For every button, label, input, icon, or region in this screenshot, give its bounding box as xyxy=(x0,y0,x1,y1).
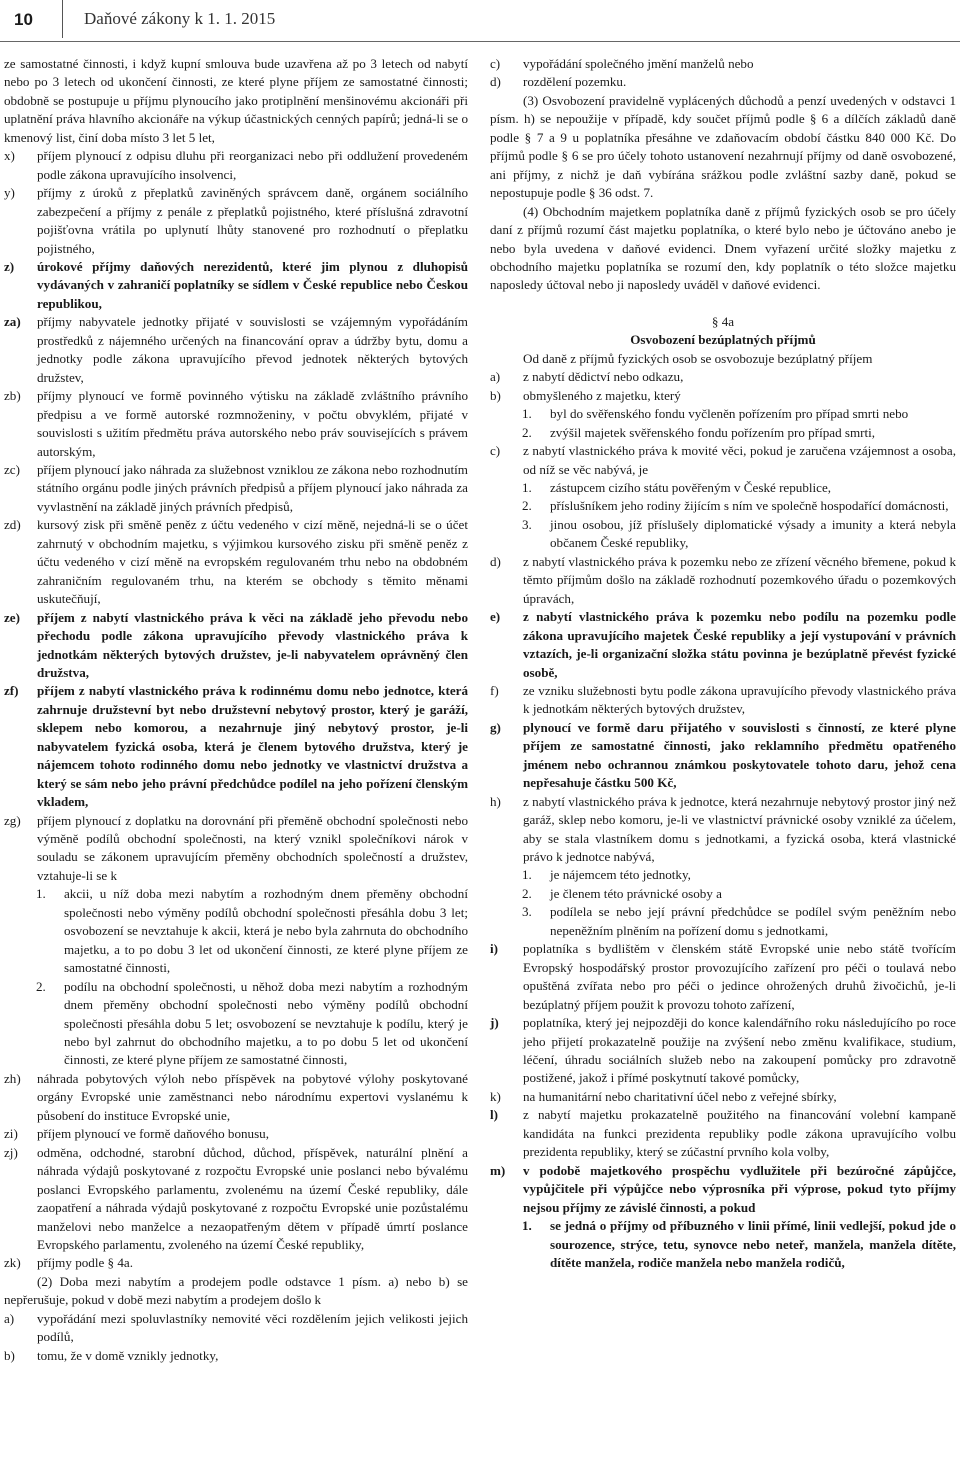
item-text: z nabytí vlastnického práva k pozemku nebo podílu na pozemku podle zákona upravujícího majetek České republiky a její vystupování v právních vztazích, je-li organizační složka státu povinna je bezúplatně převést fyzické osobě, xyxy=(523,609,956,680)
list-item-zg xyxy=(4,812,468,886)
list-item-d2 xyxy=(490,553,956,608)
list-item-d xyxy=(490,73,956,91)
list-item-zb xyxy=(4,387,468,461)
item-text: z nabytí majetku prokazatelně použitého na financování volební kampaně kandidáta na funkci prezidenta republiky podle zákona upravujícího volbu prezidenta republiky, který se zúčastní prvního kola volby, xyxy=(523,1107,956,1160)
item-label: y) xyxy=(4,185,15,201)
header-divider xyxy=(62,0,63,38)
item-text: byl do svěřenského fondu vyčleněn pořízením pro případ smrti nebo xyxy=(550,406,909,422)
item-text: podílela se nebo její právní předchůdce se podílel svým peněžním nebo nepeněžním plněním na pořízení domu s jednotkami, xyxy=(550,904,956,938)
paragraph-2: (2) Doba mezi nabytím a prodejem podle odstavce 1 písm. a) nebo b) se nepřerušuje, pokud v době mezi nabytím a prodejem došlo k xyxy=(4,1273,468,1308)
list-item-2b xyxy=(4,1347,468,1365)
item-text: je členem této právnické osoby a xyxy=(550,885,722,901)
subitem-h-2 xyxy=(490,885,956,903)
item-text: rozdělení pozemku. xyxy=(523,74,627,90)
item-text: odměna, odchodné, starobní důchod, důchod, příspěvek, naturální plnění a náhrada výdajů poskytované z rozpočtu Evropské unie poslanci nebo bývalému poslanci Evropského parlamentu, zvolenému na území České republiky, dále zaopatření a náhrada výdajů poskytované z rozpočtu Evropské unie pozůstalému manželovi nebo manželce a nezaopatřeným dětem v případě úmrtí poslance Evropského parlamentu, zvoleného na území České republiky, xyxy=(37,1144,468,1252)
item-label: z) xyxy=(4,258,15,274)
list-item-zc xyxy=(4,461,468,516)
list-item-zk xyxy=(4,1254,468,1272)
item-label: f) xyxy=(490,682,499,698)
item-text: z nabytí vlastnického práva k pozemku nebo ze zřízení věcného břemene, pokud k těmto příjmům došlo na základě rozhodnutí pozemkového úřadu o pozemkových úpravách, xyxy=(523,553,956,606)
item-text: příjem z nabytí vlastnického práva k rodinnému domu nebo jednotce, která zahrnuje družstevní byt nebo družstevní nebytový prostor, který je garáží, sklepem nebo komorou, a nezahrnuje jiný nebytový prostor, je-li nabyvatelem fyzická osoba, která je členem bytového družstva, který je nájemcem tohoto rodinného domu nebo jednotky ve vlastnictví družstva a který se sám nebo jeho právní předchůdce podílel na jeho pořízení členským vkladem, xyxy=(37,683,468,810)
list-item-x xyxy=(4,147,468,184)
item-text: náhrada pobytových výloh nebo příspěvek na pobytové výlohy poskytované orgány Evropské unie zaměstnanci nebo národnímu expertovi vyslanému k působení do instituce Evropské unie, xyxy=(37,1070,468,1123)
subitem-c-3 xyxy=(490,516,956,553)
item-label: 2. xyxy=(36,978,46,994)
list-item-z xyxy=(4,258,468,313)
page-number: 10 xyxy=(14,10,33,29)
list-item-2a xyxy=(4,1310,468,1347)
subitem-c-1 xyxy=(490,479,956,497)
header-rule xyxy=(0,41,960,42)
item-text: příjem z nabytí vlastnického práva k věci na základě jeho převodu nebo přechodu podle zákona upravujícího převody vlastnického práva k jednotkám některých bytových družstev, je-li nabyvatelem oprávněný člen družstva, xyxy=(37,609,468,680)
list-item-zd xyxy=(4,516,468,608)
list-item-j xyxy=(490,1014,956,1088)
paragraph-4: (4) Obchodním majetkem poplatníka daně z příjmů fyzických osob se pro účely daní z příjmů rozumí část majetku poplatníka, o které bylo nebo je účtováno anebo je nebo byla uvedena v daňové evidenci. Dnem vyřazení určité složky majetku z obchodního majetku poplatníka se rozumí den, kdy poplatník o této složce majetku naposledy účtoval nebo ji naposledy uváděl v daňové evidenci. xyxy=(490,203,956,293)
item-label: 3. xyxy=(522,904,532,920)
item-label: 1. xyxy=(36,886,46,902)
item-label: g) xyxy=(490,719,501,735)
list-item-f xyxy=(490,682,956,719)
item-label: zd) xyxy=(4,517,21,533)
list-item-a xyxy=(490,368,956,386)
section-intro: Od daně z příjmů fyzických osob se osvobozuje bezúplatný příjem xyxy=(523,350,873,366)
item-text: v podobě majetkového prospěchu vydlužitele při bezúročné zápůjčce, vypůjčitele při výpůjčce nebo výprosníka při výprose, pokud tyto příjmy nejsou příjmy ze závislé činnosti, a pokud xyxy=(523,1162,956,1215)
list-item-za xyxy=(4,313,468,387)
list-item-e xyxy=(490,608,956,682)
item-label: d) xyxy=(490,74,501,90)
section-title: Osvobození bezúplatných příjmů xyxy=(630,332,816,348)
item-label: zk) xyxy=(4,1255,21,1271)
item-label: l) xyxy=(490,1107,498,1123)
right-column xyxy=(490,55,956,1272)
list-item-zj xyxy=(4,1144,468,1255)
item-label: zb) xyxy=(4,388,21,404)
item-text: příjem plynoucí jako náhrada za služebnost vzniklou ze zákona nebo rozhodnutím státního orgánu podle jiných právních předpisů a příjem plynoucí jako náhrada za vyvlastnění na základě jiných právních předpisů, xyxy=(37,461,468,514)
item-text: ze vzniku služebnosti bytu podle zákona upravujícího převody vlastnického práva k jednotkám některých bytových družstev, xyxy=(523,682,956,717)
paragraph-continuation: ze samostatné činnosti, i když kupní smlouva bude uzavřena až po 3 letech od nabytí nebo po 3 letech od ukončení činnosti, ze které plyne příjem ze samostatné činnosti; obdobně se postupuje u příjmu plynoucího jako protiplnění menšinovému akcionáři při uplatnění práva hlavního akcionáře na výkup účastnických cenných papírů; jedná-li se o kmenový list, činí doba místo 3 let 5 let, xyxy=(4,56,468,145)
item-label: a) xyxy=(4,1310,15,1326)
list-item-zi xyxy=(4,1125,468,1143)
subitem-m-1 xyxy=(490,1217,956,1272)
item-label: zc) xyxy=(4,461,20,477)
paragraph-3: (3) Osvobození pravidelně vyplácených důchodů a penzí uvedených v odstavci 1 písm. h) se nepoužije v případě, kdy součet příjmů podle § 6 a dílčích základů daně podle § 7 a 9 u poplatníka přesáhne ve zdaňovacím období částku 840 000 Kč. Do příjmů podle § 6 se pro účely tohoto ustanovení nezahrnují příjmy od daně osvobozené, ani příjmy, z nichž je daň vybírána srážkou podle zvláštní sazby daně, pokud se nepostupuje podle § 36 odst. 7. xyxy=(490,92,956,201)
item-text: z nabytí vlastnického práva k jednotce, která nezahrnuje nebytový prostor jiný než garáž, sklep nebo komoru, je-li ve vlastnictví právnické osoby vzniklé za účelem, aby se stala vlastníkem domu s jednotkami, a fyzická osoba, která vlastnické právo k jednotce nabývá, xyxy=(523,793,956,865)
list-item-zh xyxy=(4,1070,468,1125)
item-label: c) xyxy=(490,443,501,459)
item-label: 1. xyxy=(522,479,532,495)
item-text: tomu, že v domě vznikly jednotky, xyxy=(37,1347,219,1363)
item-label: zj) xyxy=(4,1144,18,1160)
list-item-h xyxy=(490,793,956,867)
list-item-c xyxy=(490,55,956,73)
item-text: plynoucí ve formě daru přijatého v souvislosti s činností, ze které plyne příjem ze samostatné činnosti, jako reklamního předmětu opatřeného jménem nebo ochrannou známkou poskytovatele tohoto daru, jehož cena nepřesahuje částku 500 Kč, xyxy=(523,719,956,791)
item-text: příjem plynoucí z odpisu dluhu při reorganizaci nebo při oddlužení provedeném podle zákona upravujícího insolvenci, xyxy=(37,148,468,182)
item-text: z nabytí dědictví nebo odkazu, xyxy=(523,369,684,385)
subitem-zg-1 xyxy=(4,885,468,977)
item-text: poplatníka s bydlištěm v členském státě Evropské unie nebo státě tvořícím Evropský hospodářský prostor provozujícího zařízení pro péči o toulavá nebo opuštěná zvířata nebo pro péči o jedince ohrožených druhů živočichů, je-li bezúplatný příjem použit k provozu tohoto zařízení, xyxy=(523,941,956,1012)
item-label: zf) xyxy=(4,683,19,699)
item-label: 2. xyxy=(522,885,532,901)
item-label: e) xyxy=(490,609,501,625)
list-item-c2 xyxy=(490,442,956,479)
item-label: 3. xyxy=(522,516,532,532)
list-item-i xyxy=(490,940,956,1014)
item-text: příjmy z úroků z přeplatků zaviněných správcem daně, orgánem sociálního zabezpečení a příjmy z penále z přeplatků pojistného, které příslušná zdravotní pojišťovna vrátila po uplynutí lhůty stanovené pro rozhodnutí o přeplatku pojistného, xyxy=(37,185,468,256)
list-item-zf xyxy=(4,682,468,811)
subitem-b-1 xyxy=(490,405,956,423)
item-text: zástupcem cizího státu pověřeným v České republice, xyxy=(550,479,832,495)
subitem-h-3 xyxy=(490,903,956,940)
item-text: jinou osobou, jíž příslušely diplomatické výsady a imunity a která nebyla občanem České republiky, xyxy=(550,516,956,551)
item-text: příjmy podle § 4a. xyxy=(37,1255,134,1271)
item-text: příjem plynoucí z doplatku na dorovnání při přeměně obchodní společnosti nebo výměně podílů obchodní společnosti, na který vznikl společníkovi nárok v souladu se zákonem upravujícím přeměny obchodních společností a družstev, vztahuje-li se k xyxy=(37,812,468,883)
page-header xyxy=(0,0,960,46)
item-text: poplatníka, který jej nejpozději do konce kalendářního roku následujícího po roce jeho přijetí prokazatelně použije na zvýšení nebo změnu kvalifikace, studium, léčení, úhradu sociálních služeb nebo na zakoupení pomůcky pro zdravotně postižené, jakož i přímé poskytnutí takové pomůcky, xyxy=(523,1015,956,1086)
item-label: 2. xyxy=(522,424,532,440)
left-column xyxy=(4,55,468,1365)
item-text: vypořádání mezi spoluvlastníky nemovité věci rozdělením jejich velikosti jejich podílů, xyxy=(37,1310,468,1345)
list-item-k xyxy=(490,1088,956,1106)
subitem-c-2 xyxy=(490,497,956,515)
item-label: h) xyxy=(490,793,501,809)
item-text: příjmy nabyvatele jednotky přijaté v souvislosti se vzájemným vypořádáním prostředků z nájemného určených na financování oprav a údržby bytu, domu a jednotky podle zákona upravujícího převod jednotek některých bytových družstev, xyxy=(37,314,468,385)
item-label: 2. xyxy=(522,498,532,514)
item-label: i) xyxy=(490,941,498,957)
item-label: 1. xyxy=(522,1218,532,1234)
list-item-ze xyxy=(4,609,468,683)
item-label: 1. xyxy=(522,867,532,883)
item-label: zh) xyxy=(4,1070,21,1086)
list-item-l xyxy=(490,1106,956,1161)
item-label: x) xyxy=(4,148,15,164)
item-text: obmyšleného z majetku, který xyxy=(523,387,681,403)
item-text: vypořádání společného jmění manželů nebo xyxy=(523,56,754,71)
item-label: j) xyxy=(490,1015,499,1031)
subitem-h-1 xyxy=(490,866,956,884)
list-item-m xyxy=(490,1162,956,1217)
item-label: za) xyxy=(4,314,21,330)
list-item-g xyxy=(490,719,956,793)
item-label: d) xyxy=(490,553,501,569)
item-text: akcii, u níž doba mezi nabytím a rozhodným dnem přeměny obchodní společnosti nebo výměny podílů obchodní společnosti přesáhla dobu 3 let; osvobození se nevztahuje k akcii, která je nebo byla zahrnuta do obchodního majetku, a to po dobu 3 let od ukončení činnosti, ze které plyne příjem ze samostatné činnosti, xyxy=(64,886,468,976)
item-text: příslušníkem jeho rodiny žijícím s ním ve společně hospodařící domácnosti, xyxy=(550,498,949,514)
item-text: se jedná o příjmy od příbuzného v linii přímé, linii vedlejší, pokud jde o sourozence, strýce, tetu, synovce nebo neteř, manžela, manžela dítěte, dítěte manžela, rodiče manžela nebo manžela rodičů, xyxy=(550,1218,956,1270)
item-text: zvýšil majetek svěřenského fondu pořízením pro případ smrti, xyxy=(550,424,876,440)
item-text: příjem plynoucí ve formě daňového bonusu, xyxy=(37,1126,269,1142)
item-label: zi) xyxy=(4,1126,18,1142)
item-text: je nájemcem této jednotky, xyxy=(550,867,691,883)
item-text: podílu na obchodní společnosti, u něhož doba mezi nabytím a rozhodným dnem přeměny obchodní společnosti nebo výměny podílů obchodní společnosti přesáhla dobu 5 let; osvobození se nevztahuje k podílu, který je nebo byl zahrnut do obchodního majetku, a to po dobu 5 let od ukončení činnosti, ze které plyne příjem ze samostatné činnosti, xyxy=(64,978,468,1068)
item-text: úrokové příjmy daňových nerezidentů, které jim plynou z dluhopisů vydávaných v zahraničí poplatníky se sídlem v České republice nebo Českou republikou, xyxy=(37,258,468,311)
item-label: k) xyxy=(490,1088,501,1104)
item-label: b) xyxy=(490,387,501,403)
subitem-b-2 xyxy=(490,424,956,442)
item-text: kursový zisk při směně peněz z účtu vedeného v cizí měně, nejedná-li se o účet zahrnutý v obchodním majetku, s výjimkou kursového zisku při směně peněz z účtu vedeného v cizí měně na evropském regulovaném trhu nebo na obdobném zahraničním regulovaném trhu, na kterém se obchody s těmito měnami uskutečňují, xyxy=(37,517,468,607)
item-text: z nabytí vlastnického práva k movité věci, pokud je zaručena vzájemnost a osoba, od níž se věc nabývá, je xyxy=(523,443,956,477)
item-text: příjmy plynoucí ve formě povinného výtisku na základě zvláštního právního předpisu a ve formě autorské rozmnoženiny, v počtu obvyklém, přijaté v souvislosti s užitím předmětu práva autorského nebo práv souvisejících s právem autorským, xyxy=(37,388,468,459)
subitem-zg-2 xyxy=(4,978,468,1070)
item-label: m) xyxy=(490,1162,506,1178)
section-number: § 4a xyxy=(711,313,735,329)
list-item-b xyxy=(490,387,956,405)
item-label: 1. xyxy=(522,406,532,422)
item-label: a) xyxy=(490,369,501,385)
item-label: c) xyxy=(490,56,501,71)
item-label: ze) xyxy=(4,609,20,625)
running-title: Daňové zákony k 1. 1. 2015 xyxy=(84,9,276,28)
item-label: b) xyxy=(4,1347,15,1363)
item-label: zg) xyxy=(4,812,21,828)
list-item-y xyxy=(4,184,468,258)
item-text: na humanitární nebo charitativní účel nebo z veřejné sbírky, xyxy=(523,1088,837,1104)
